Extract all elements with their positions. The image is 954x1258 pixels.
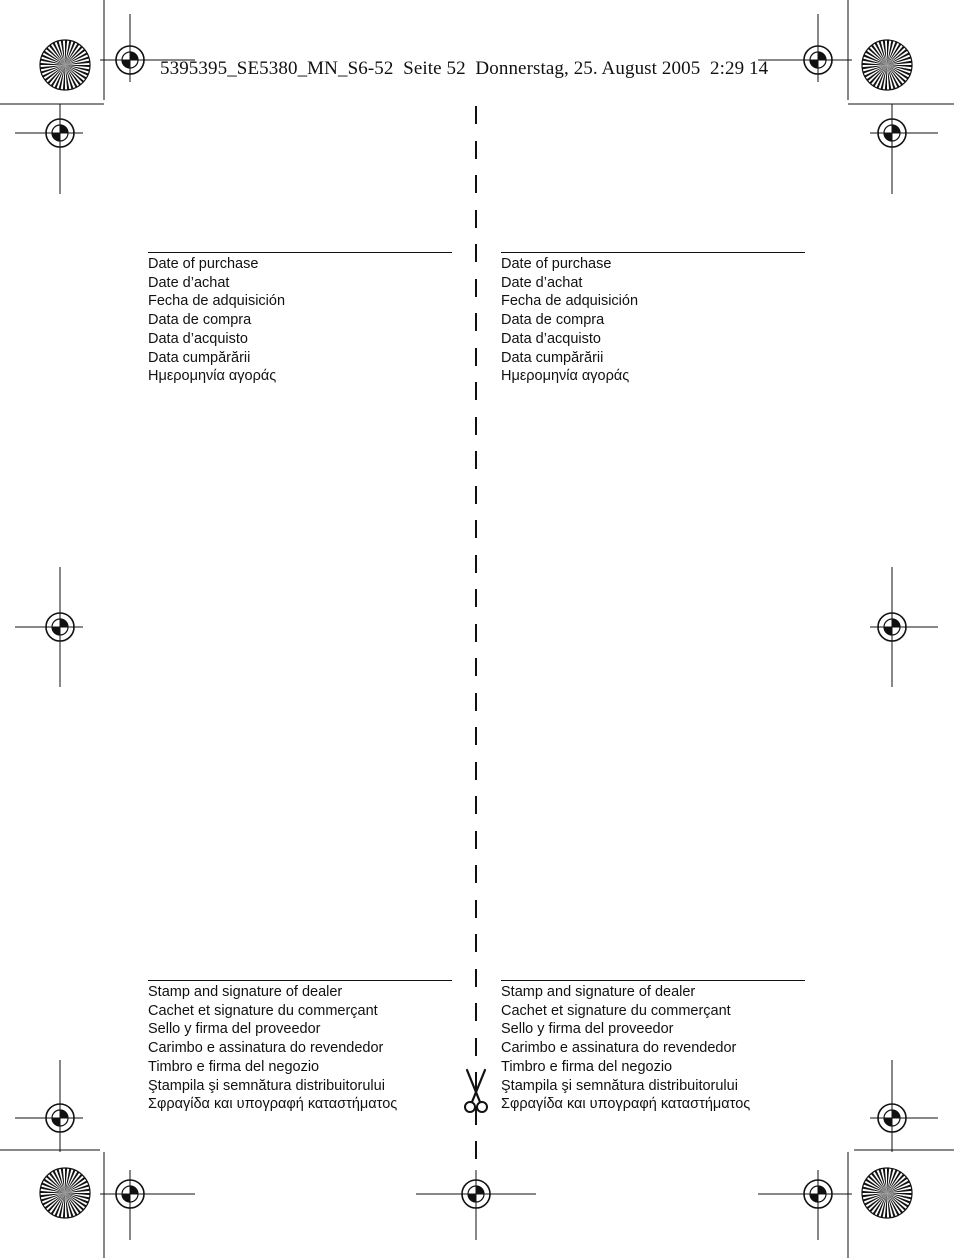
list-item: Sello y firma del proveedor	[148, 1021, 321, 1038]
list-item: Data d’acquisto	[501, 330, 601, 347]
starburst-icon	[40, 40, 90, 90]
dealer-stamp-field-right	[501, 980, 805, 1114]
list-item: Stamp and signature of dealer	[148, 984, 343, 1000]
trim-marks-bottom-left	[0, 1150, 104, 1258]
signature-rule	[148, 980, 452, 981]
list-item: Carimbo e assinatura do revendedor	[501, 1040, 737, 1057]
list-item: Data d’acquisto	[148, 330, 248, 347]
list-item: Fecha de adquisición	[148, 293, 286, 310]
crosshair-target-icon	[758, 1170, 852, 1240]
crosshair-target-icon	[15, 567, 83, 687]
list-item: Timbro e firma del negozio	[501, 1058, 673, 1075]
signature-rule	[501, 980, 805, 981]
signature-rule	[148, 252, 452, 253]
starburst-icon	[862, 40, 912, 90]
dealer-label-list	[501, 983, 805, 1114]
list-item: Data de compra	[501, 312, 605, 329]
trim-marks-top-right	[848, 0, 954, 104]
scissors-icon	[462, 1068, 490, 1116]
list-item: Date of purchase	[501, 256, 612, 272]
crosshair-target-icon	[870, 104, 938, 194]
purchase-date-field-left	[148, 252, 452, 386]
crosshair-target-icon	[100, 1170, 195, 1240]
purchase-date-field-right	[501, 252, 805, 386]
starburst-icon	[862, 1168, 912, 1218]
list-item: Σφραγίδα και υπογραφή καταστήματος	[148, 1096, 398, 1113]
list-item: Ημερομηνία αγοράς	[148, 368, 277, 385]
list-item: Stamp and signature of dealer	[501, 984, 696, 1000]
list-item: Date d’achat	[148, 274, 230, 291]
list-item: Sello y firma del proveedor	[501, 1021, 674, 1038]
list-item: Σφραγίδα και υπογραφή καταστήματος	[501, 1096, 751, 1113]
print-slug: 5395395_SE5380_MN_S6-52 Seite 52 Donnerstag, 25. August 2005 2:29 14	[160, 58, 769, 79]
starburst-icon	[40, 1168, 90, 1218]
purchase-label-list	[148, 255, 452, 386]
list-item: Timbro e firma del negozio	[148, 1058, 320, 1075]
list-item: Date d’achat	[501, 274, 583, 291]
list-item: Carimbo e assinatura do revendedor	[148, 1040, 384, 1057]
cut-line	[475, 106, 477, 1151]
crosshair-target-icon	[15, 104, 83, 194]
list-item: Ημερομηνία αγοράς	[501, 368, 630, 385]
purchase-label-list	[501, 255, 805, 386]
crosshair-target-icon	[758, 14, 852, 82]
crosshair-target-icon	[870, 1060, 938, 1152]
dealer-stamp-field-left	[148, 980, 452, 1114]
list-item: Data de compra	[148, 312, 252, 329]
crosshair-target-icon	[15, 1060, 83, 1152]
list-item: Data cumpărării	[148, 349, 251, 366]
list-item: Date of purchase	[148, 256, 259, 272]
crosshair-target-icon	[870, 567, 938, 687]
crosshair-target-icon	[416, 1170, 536, 1240]
list-item: Ştampila şi semnătura distribuitorului	[501, 1077, 738, 1094]
list-item: Cachet et signature du commerçant	[501, 1002, 731, 1019]
list-item: Data cumpărării	[501, 349, 604, 366]
list-item: Ştampila şi semnătura distribuitorului	[148, 1077, 385, 1094]
dealer-label-list	[148, 983, 452, 1114]
signature-rule	[501, 252, 805, 253]
list-item: Cachet et signature du commerçant	[148, 1002, 378, 1019]
list-item: Fecha de adquisición	[501, 293, 639, 310]
